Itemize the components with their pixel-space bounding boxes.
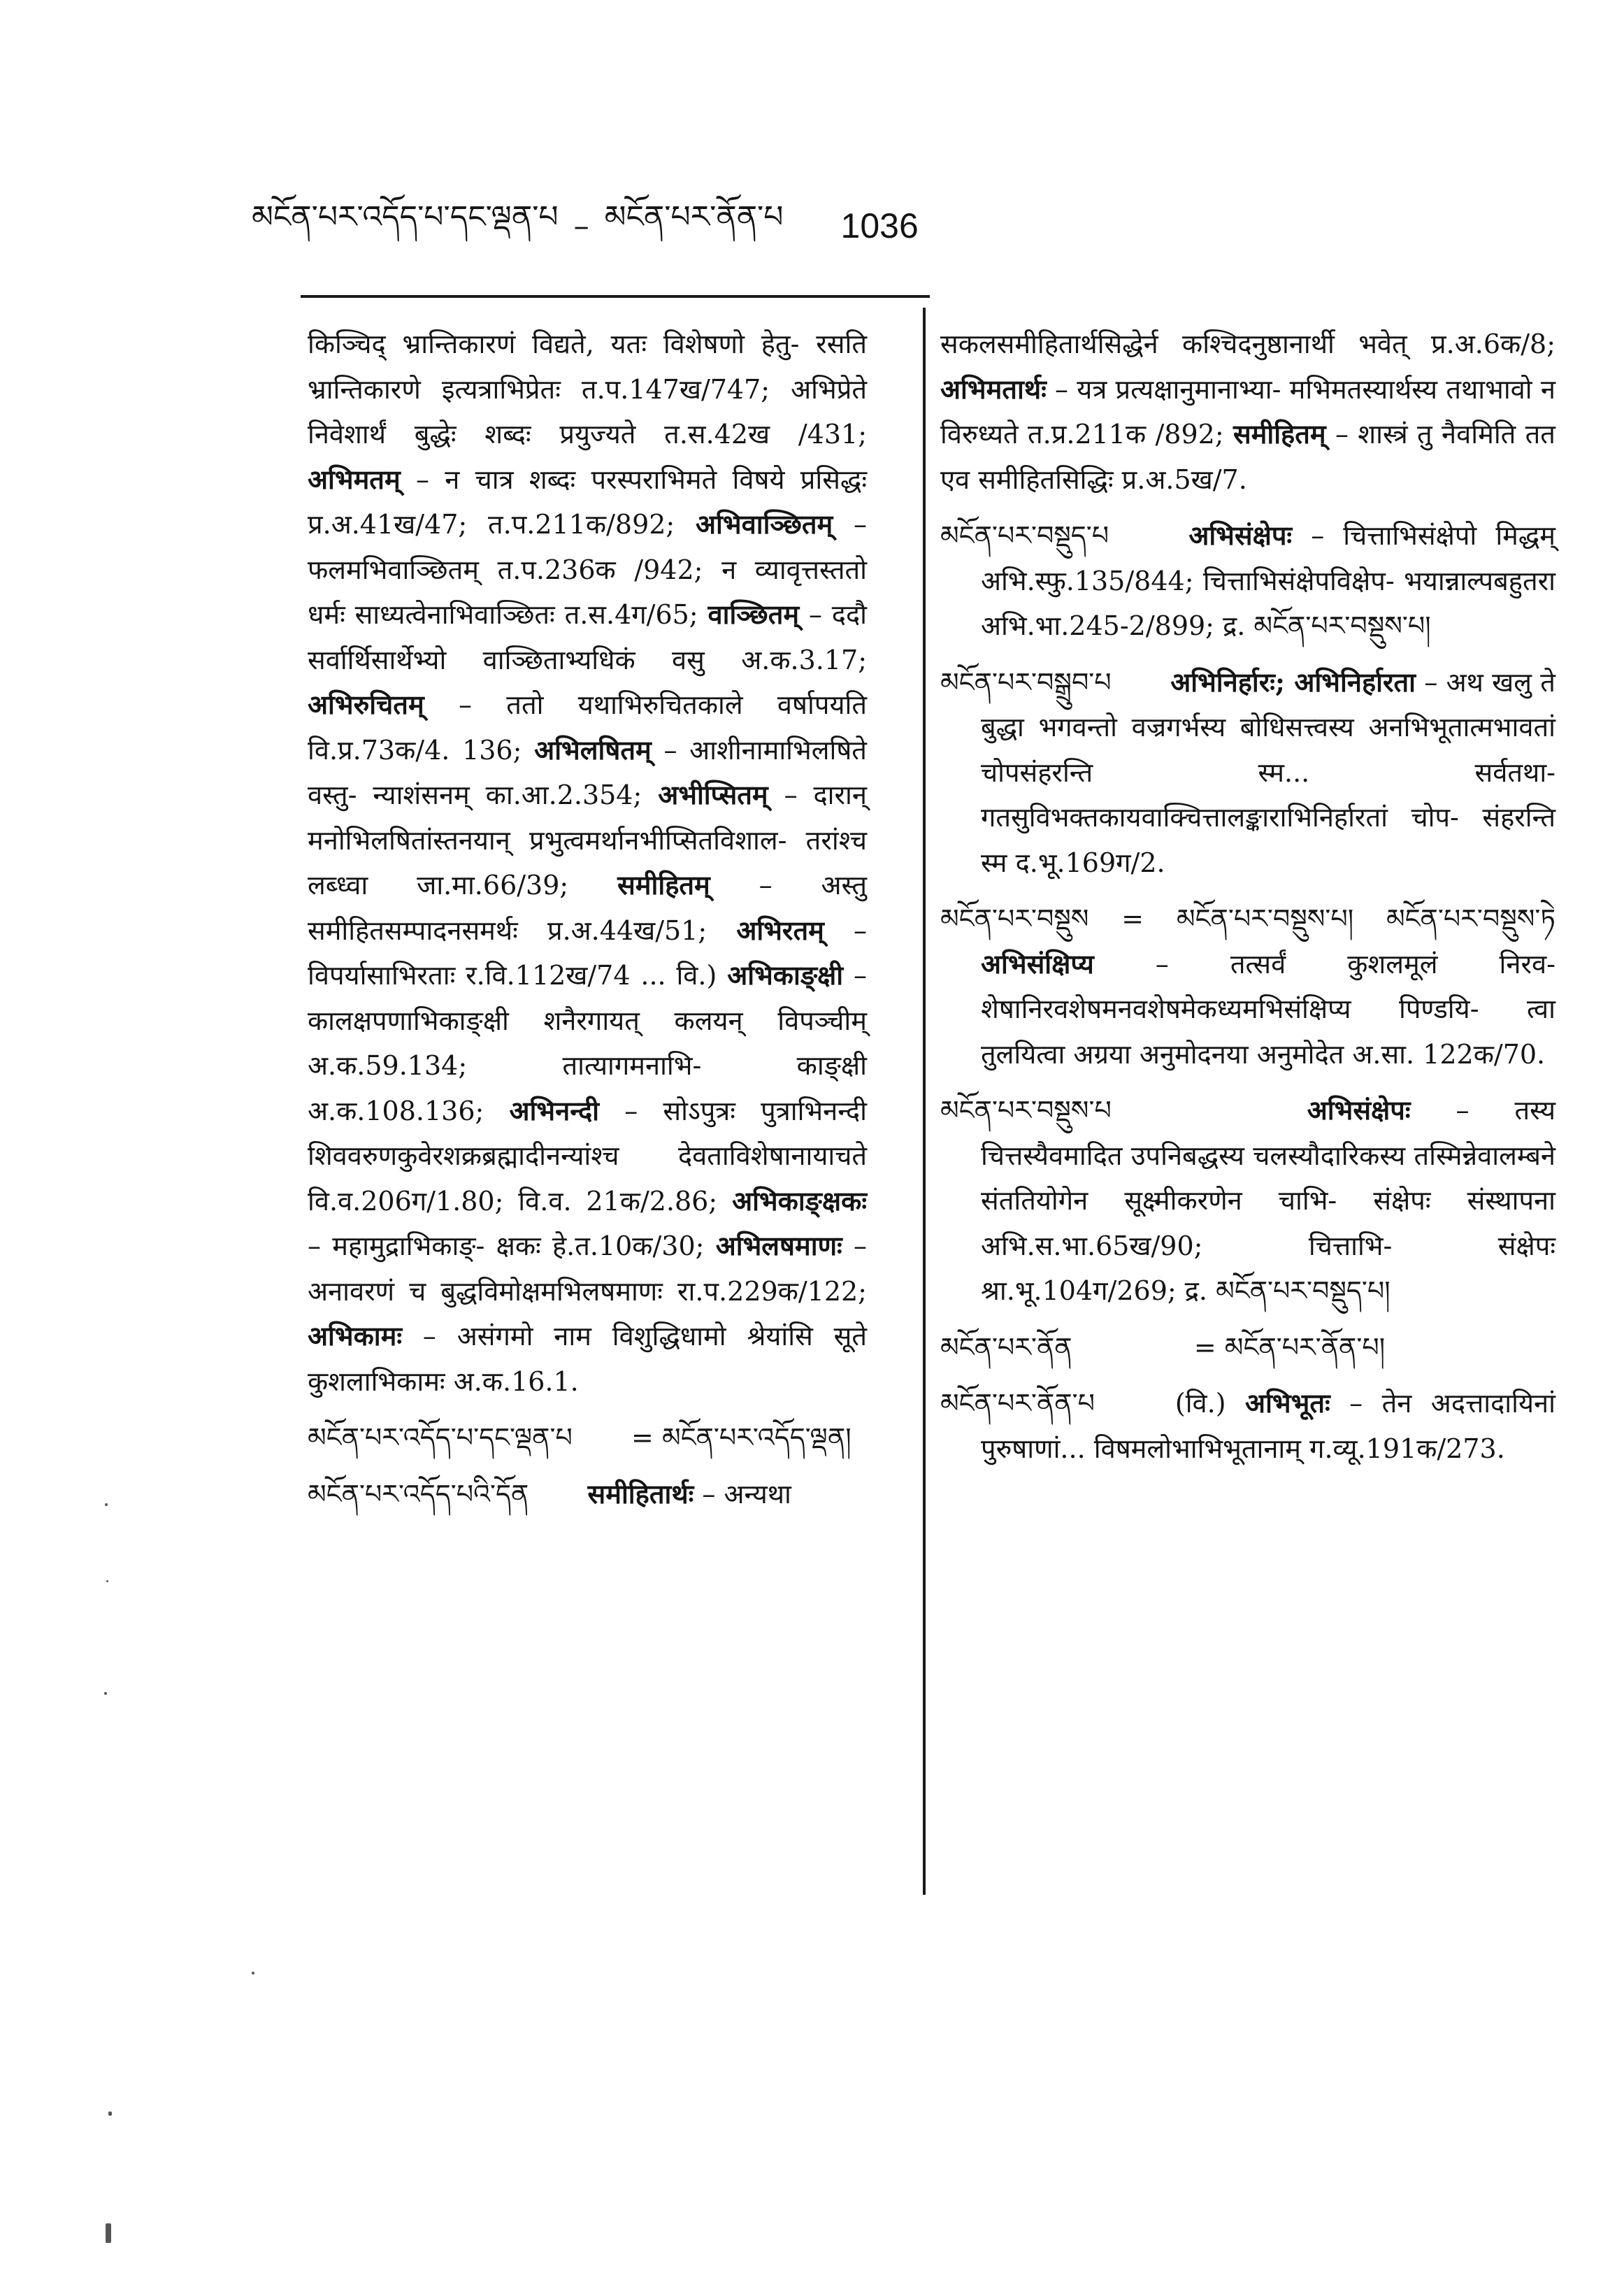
sanskrit-equivalent: अभिसंक्षिप्य bbox=[981, 947, 1094, 980]
equals-sign: = bbox=[1193, 1331, 1216, 1363]
entry-text: – अस्तु समीहितसम्पादनसमर्थः प्र.अ.44ख/51; bbox=[308, 870, 867, 946]
dictionary-entry bbox=[308, 1415, 867, 1461]
page-number: 1036 bbox=[840, 206, 919, 245]
tibetan-headword: མངོན་པར་འདོད་པ་དང་ལྡན་པ bbox=[308, 1422, 573, 1453]
sanskrit-equivalent: अभिनन्दी bbox=[509, 1094, 599, 1126]
cross-reference: མངོན་པར་འདོད་ལྡན། bbox=[661, 1422, 851, 1453]
sanskrit-equivalent: अभिकाङ्क्षकः bbox=[732, 1184, 867, 1217]
left-column bbox=[308, 322, 867, 1528]
entry-text: – अथ खलु ते बुद्धा भगवन्तो वज्रगर्भस्य बोधिसत्त्वस्य अनभिभूतात्मभावतां चोपसंहरन्ति स्म... सर्वतथा- गतसुविभक्तकायवाक्चित्तालङ्काराभिनिर्हारतां चोप- संहरन्ति स्म द.भू.169ग/2. bbox=[981, 666, 1555, 878]
entry-text: – ददौ सर्वार्थिसार्थेभ्यो वाञ्छिताभ्यधिकं वसु अ.क.3.17; bbox=[308, 599, 867, 675]
sanskrit-equivalent: अभिकाङ्क्षी bbox=[727, 959, 844, 991]
entry-text: किञ्चिद् भ्रान्तिकारणं विद्यते, यतः विशेषणो हेतु- रसति भ्रान्तिकारणे इत्यत्राभिप्रेतः त.प.147ख/747; अभिप्रेते निवेशार्थं बुद्धेः शब्दः प्रयुज्यते त.स.42ख /431; bbox=[308, 329, 867, 450]
entry-continuation bbox=[940, 322, 1555, 502]
dictionary-entry bbox=[308, 1472, 867, 1517]
entry-text: – अनावरणं च बुद्धविमोक्षमभिलषमाणः रा.प.229क/122; bbox=[308, 1231, 867, 1307]
cross-reference: མངོན་པར་བསྡུས་ཏེ bbox=[1386, 903, 1555, 934]
sanskrit-equivalent: अभिलषमाणः bbox=[715, 1230, 842, 1261]
entry-text: – सोऽपुत्रः पुत्राभिनन्दी शिववरुणकुवेरशक्रब्रह्मादीनन्यांश्च देवताविशेषानायाचते वि.व.206ग/1.80; वि.व. 21क/2.86; bbox=[308, 1095, 867, 1217]
scan-speck bbox=[108, 2112, 112, 2116]
entry-text: – कालक्षपणाभिकाङ्क्षी शनैरगायत् कलयन् विपञ्चीम् अ.क.59.134; तात्यागमनाभि- काङ्क्षी अ.क.108.136; bbox=[308, 960, 867, 1126]
dictionary-entry bbox=[940, 1088, 1555, 1314]
sanskrit-equivalent: समीहितम् bbox=[1233, 418, 1326, 450]
equals-sign: = bbox=[631, 1422, 654, 1453]
tibetan-headword: མངོན་པར་ནོན bbox=[940, 1331, 1072, 1363]
right-column bbox=[940, 322, 1555, 1482]
entry-text: – तस्य चित्तस्यैवमादित उपनिबद्धस्य चलस्यौदारिकस्य तस्मिन्नेवालम्बने संततियोगेन सूक्ष्मीकरणेन चाभि- संक्षेपः संस्थापना अभि.स.भा.65ख/90; चित्ताभि- संक्षेपः श्रा.भू.104ग/269; द्र. bbox=[981, 1095, 1555, 1306]
cross-reference: མངོན་པར་བསྡུས་པ། bbox=[1253, 610, 1431, 641]
scan-speck bbox=[105, 1503, 108, 1506]
entry-text: – यत्र प्रत्यक्षानुमानाभ्या- मभिमतस्यार्थस्य तथाभावो न विरुध्यते त.प्र.211क /892; bbox=[940, 373, 1555, 450]
dictionary-entry bbox=[940, 513, 1555, 649]
entry-text: – तेन अदत्तादायिनां पुरुषाणां... विषमलोभाभिभूतानाम् ग.व्यू.191क/273. bbox=[981, 1388, 1555, 1464]
tibetan-headword: མངོན་པར་བསྡུས་པ bbox=[940, 1095, 1112, 1126]
page-header bbox=[252, 194, 1021, 257]
scan-speck bbox=[252, 1972, 254, 1974]
dictionary-entry bbox=[940, 1381, 1555, 1471]
cross-reference: མངོན་པར་བསྡུད་པ། bbox=[1216, 1275, 1391, 1306]
sanskrit-equivalent: अभिनिर्हारः; अभिनिर्हारता bbox=[1170, 666, 1416, 698]
sanskrit-equivalent: अभिवाञ्छितम् bbox=[696, 508, 833, 540]
sanskrit-equivalent: अभिसंक्षेपः bbox=[1188, 519, 1293, 551]
scan-speck bbox=[106, 1580, 108, 1582]
entry-text: – अन्यथा bbox=[702, 1478, 791, 1510]
column-divider bbox=[923, 308, 926, 1895]
sanskrit-equivalent: अभिमतम् bbox=[308, 463, 401, 495]
entry-text: सकलसमीहितार्थसिद्धेर्न कश्चिदनुष्ठानार्थी भवेत् प्र.अ.6क/8; bbox=[940, 329, 1555, 359]
sanskrit-equivalent: अभीप्सितम् bbox=[658, 779, 768, 810]
dictionary-entry bbox=[940, 660, 1555, 886]
entry-text: – ततो यथाभिरुचितकाले वर्षापयति वि.प्र.73क/4. 136; bbox=[308, 689, 867, 766]
tibetan-headword: མངོན་པར་བསྡུས bbox=[940, 903, 1089, 934]
entry-text: – फलमभिवाञ्छितम् त.प.236क /942; न व्यावृत्तस्ततो धर्मः साध्यत्वेनाभिवाञ्छितः त.स.4ग/65; bbox=[308, 509, 867, 630]
tibetan-headword: མངོན་པར་བསྡུད་པ bbox=[940, 520, 1109, 551]
entry-text: – महामुद्राभिकाङ्- क्षकः हे.त.10क/30; bbox=[308, 1231, 705, 1261]
header-headword-start: མངོན་པར་འདོད་པ་དང་ལྡན་པ bbox=[252, 199, 559, 235]
header-headword-end: མངོན་པར་ནོན་པ bbox=[604, 199, 784, 235]
sanskrit-equivalent: वाञ्छितम् bbox=[707, 598, 800, 630]
scan-speck bbox=[106, 2223, 111, 2243]
tibetan-headword: མངོན་པར་འདོད་པའི་དོན bbox=[308, 1478, 529, 1510]
tibetan-headword: མངོན་པར་བསྒྲུབ་པ bbox=[940, 666, 1112, 698]
entry-text: – दारान् मनोभिलषितांस्तनयान् प्रभुत्वमर्थानभीप्सितविशाल- तरांश्च लब्ध्वा जा.मा.66/39; bbox=[308, 780, 867, 901]
sanskrit-equivalent: अभिसंक्षेपः bbox=[1307, 1094, 1411, 1126]
header-dash: – bbox=[573, 208, 589, 244]
equals-sign: = bbox=[1121, 903, 1144, 934]
sanskrit-equivalent: अभिमतार्थः bbox=[940, 373, 1047, 405]
sanskrit-equivalent: अभिरुचितम् bbox=[308, 689, 424, 720]
sanskrit-equivalent: अभिरतम् bbox=[736, 914, 824, 946]
entry-text: – आशीनामाभिलषिते वस्तु- न्याशंसनम् का.आ.2.354; bbox=[308, 734, 867, 810]
entry-text: – विपर्यासाभिरताः र.वि.112ख/74 ... वि.) bbox=[308, 915, 867, 991]
entry-text: – असंगमो नाम विशुद्धिधामो श्रेयांसि सूते कुशलाभिकामः अ.क.16.1. bbox=[308, 1321, 867, 1397]
sanskrit-equivalent: समीहितम् bbox=[617, 869, 710, 901]
cross-reference: མངོན་པར་བསྡུས་པ། bbox=[1176, 903, 1354, 934]
entry-continuation bbox=[308, 322, 867, 1404]
sanskrit-equivalent: अभिकामः bbox=[308, 1320, 403, 1352]
part-of-speech: (वि.) bbox=[1174, 1388, 1226, 1419]
dictionary-entry bbox=[940, 896, 1555, 1077]
entry-text: – तत्सर्वं कुशलमूलं निरव- शेषानिरवशेषमनवशेषमेकध्यमभिसंक्षिप्य पिण्डयि- त्वा तुलयित्वा अग्रया अनुमोदनया अनुमोदेत अ.सा. 122क/70. bbox=[981, 948, 1555, 1070]
tibetan-headword: མངོན་པར་ནོན་པ bbox=[940, 1388, 1095, 1419]
sanskrit-equivalent: अभिलषितम् bbox=[534, 733, 652, 766]
sanskrit-equivalent: अभिभूतः bbox=[1245, 1387, 1330, 1419]
entry-text: – शास्त्रं तु नैवमिति तत एव समीहितसिद्धिः प्र.अ.5ख/7. bbox=[940, 419, 1555, 495]
sanskrit-equivalent: समीहितार्थः bbox=[587, 1477, 694, 1510]
entry-text: – न चात्र शब्दः परस्पराभिमते विषये प्रसिद्धः प्र.अ.41ख/47; त.प.211क/892; bbox=[308, 464, 867, 540]
dictionary-entry bbox=[940, 1325, 1555, 1370]
entry-text: – चित्ताभिसंक्षेपो मिद्धम् अभि.स्फु.135/844; चित्ताभिसंक्षेपविक्षेप- भयान्नाल्पबहुतरा अभि.भा.245-2/899; द्र. bbox=[981, 520, 1555, 641]
cross-reference: མངོན་པར་ནོན་པ། bbox=[1224, 1331, 1386, 1363]
header-rule bbox=[301, 295, 930, 298]
scan-speck bbox=[104, 1692, 107, 1695]
